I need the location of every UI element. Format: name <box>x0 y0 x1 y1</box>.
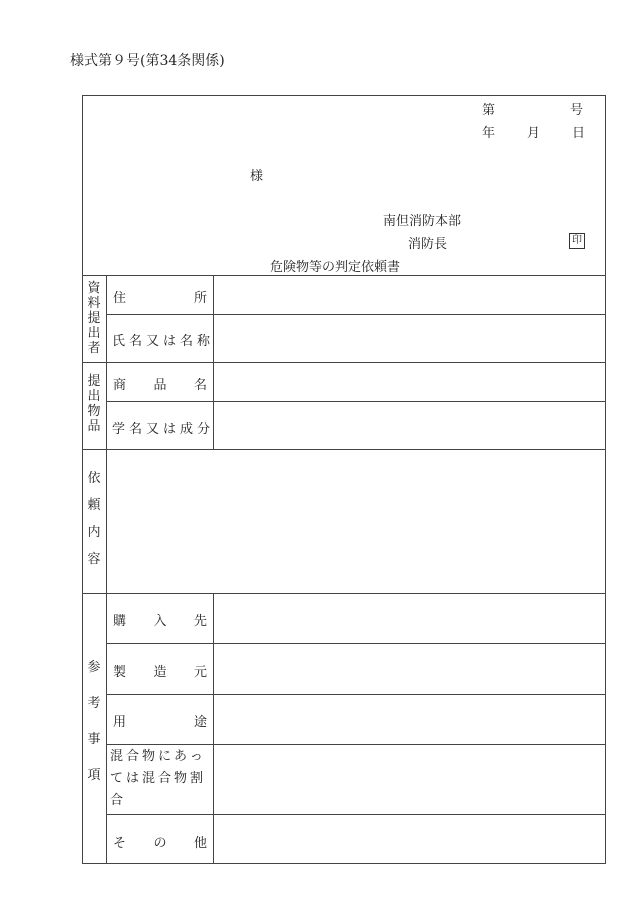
product-name-field[interactable] <box>216 364 604 400</box>
mixture-ratio-label: 混合物にあっては混合物割合 <box>110 749 207 808</box>
address-label: 住 所 <box>113 291 207 306</box>
row-divider <box>106 744 606 745</box>
usage-field[interactable] <box>216 696 604 743</box>
address-field[interactable] <box>216 277 604 313</box>
date-year: 年 <box>482 126 496 141</box>
reference-section-label: 参 考 事 項 <box>87 660 101 783</box>
row-divider <box>106 401 606 402</box>
seal-mark: 印 <box>569 233 585 249</box>
row-divider <box>106 694 606 695</box>
request-content-field[interactable] <box>109 452 604 591</box>
date-month: 月 <box>527 126 541 141</box>
date-day: 日 <box>572 126 586 141</box>
item-section-label: 提 出 物 品 <box>87 374 101 434</box>
document-title: 危険物等の判定依頼書 <box>270 260 401 275</box>
row-divider <box>106 314 606 315</box>
section-divider <box>82 593 606 594</box>
column-divider <box>213 593 214 864</box>
section-divider <box>82 449 606 450</box>
number-suffix: 号 <box>570 103 584 118</box>
form-reference: 様式第９号(第34条関係) <box>70 53 225 69</box>
mixture-ratio-field[interactable] <box>216 746 604 813</box>
request-section-label: 依 頼 内 容 <box>87 471 101 567</box>
addressee-suffix: 様 <box>250 169 264 184</box>
row-divider <box>106 643 606 644</box>
supplier-field[interactable] <box>216 595 604 642</box>
issuer-org: 南但消防本部 <box>383 214 462 229</box>
section-divider <box>82 362 606 363</box>
usage-label: 用 途 <box>113 715 207 730</box>
manufacturer-label: 製 造 元 <box>113 665 207 680</box>
scientific-name-field[interactable] <box>216 403 604 448</box>
name-field[interactable] <box>216 316 604 361</box>
manufacturer-field[interactable] <box>216 645 604 693</box>
submitter-section-label: 資 料 提 出 者 <box>87 281 101 356</box>
scientific-name-label: 学名又は成分 <box>112 422 215 437</box>
other-label: そ の 他 <box>113 836 207 851</box>
product-name-label: 商 品 名 <box>113 378 207 393</box>
issuer-title: 消防長 <box>408 237 448 252</box>
supplier-label: 購 入 先 <box>113 614 207 629</box>
row-divider <box>106 814 606 815</box>
column-divider <box>106 275 107 864</box>
number-prefix: 第 <box>482 103 496 118</box>
name-label: 氏名又は名称 <box>112 334 215 349</box>
section-divider <box>82 275 606 276</box>
other-field[interactable] <box>216 816 604 862</box>
